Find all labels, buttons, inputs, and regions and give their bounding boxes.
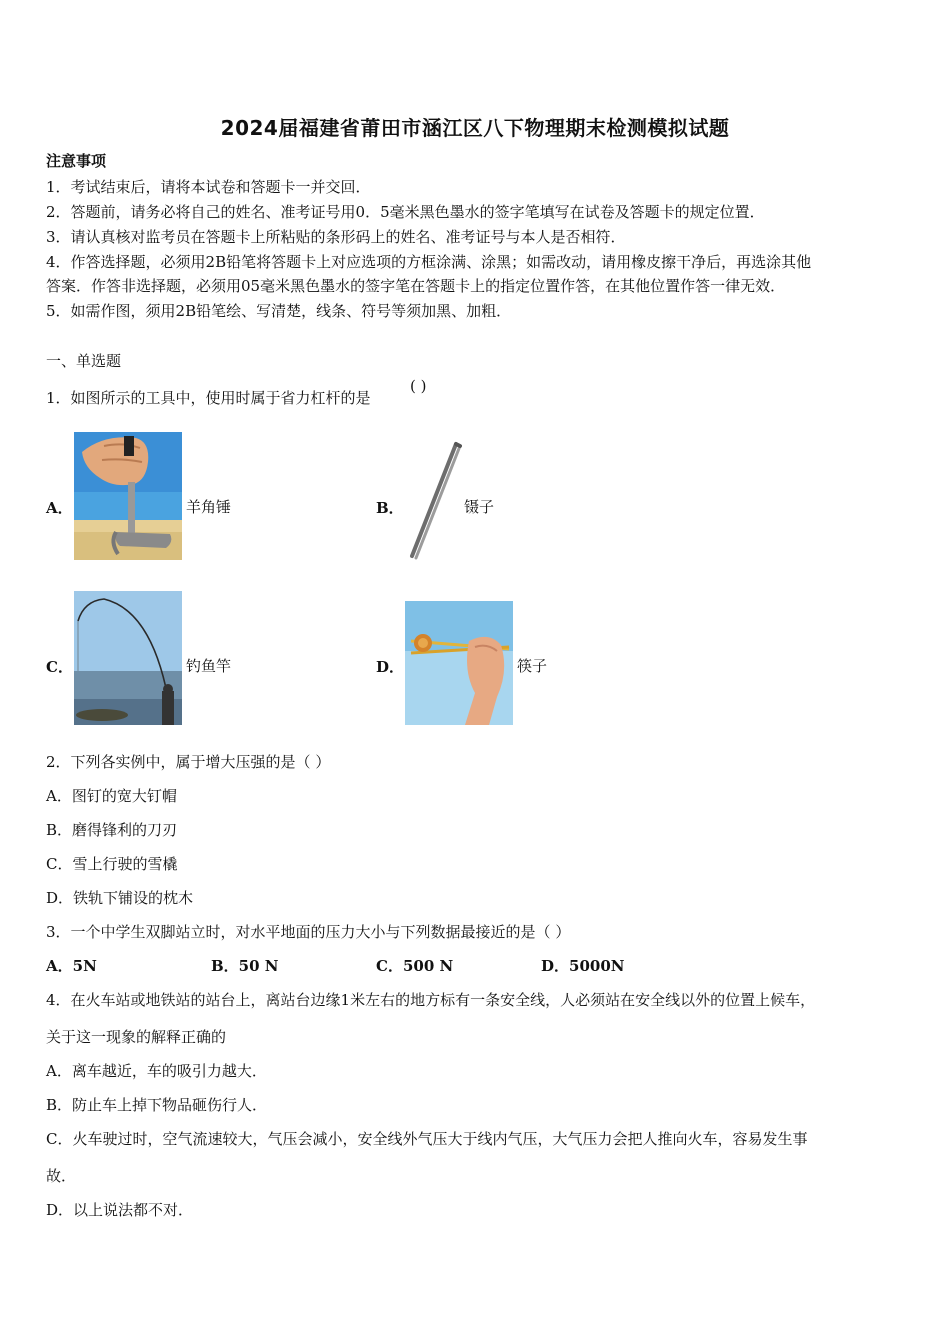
question-4-stem-continued: 关于这一现象的解释正确的	[46, 1028, 227, 1046]
question-4-option-continued: 故．	[46, 1167, 77, 1185]
question-4-stem: 4．在火车站或地铁站的站台上，离站台边缘1米左右的地方标有一条安全线，人必须站在安全线以外的位置上候车，	[46, 991, 816, 1009]
question-2-option: C．雪上行驶的雪橇	[46, 855, 178, 873]
option-c-letter: C．	[46, 658, 73, 676]
question-2-option: A．图钉的宽大钉帽	[46, 787, 177, 805]
tweezers-image	[404, 440, 462, 562]
chopsticks-image	[405, 601, 513, 725]
question-1-answer-paren: ( )	[410, 377, 427, 395]
note-item: 2．答题前，请务必将自己的姓名、准考证号用0．5毫米黑色墨水的签字笔填写在试卷及答题卡的规定位置．	[46, 203, 765, 221]
claw-hammer-image	[74, 432, 182, 560]
option-a-letter: A．	[46, 499, 73, 517]
question-3-option: A．5N	[46, 957, 97, 975]
note-item: 5．如需作图，须用2B铅笔绘、写清楚，线条、符号等须加黑、加粗．	[46, 302, 512, 320]
option-b-letter: B．	[376, 499, 404, 517]
note-item: 1．考试结束后，请将本试卷和答题卡一并交回．	[46, 178, 371, 196]
question-3-stem: 3．一个中学生双脚站立时，对水平地面的压力大小与下列数据最接近的是（ ）	[46, 923, 571, 941]
question-2-option: B．磨得锋利的刀刃	[46, 821, 178, 839]
question-4-option: B．防止车上掉下物品砸伤行人．	[46, 1096, 268, 1114]
question-2-option: D．铁轨下铺设的枕木	[46, 889, 194, 907]
question-4-option: A．离车越近，车的吸引力越大．	[46, 1062, 267, 1080]
question-2-stem: 2．下列各实例中，属于增大压强的是（ ）	[46, 753, 331, 771]
note-item: 4．作答选择题，必须用2B铅笔将答题卡上对应选项的方框涂满、涂黑；如需改动，请用橡皮擦干净后，再选涂其他	[46, 253, 812, 271]
question-3-option: D．5000N	[541, 957, 625, 975]
question-3-option: C．500 N	[376, 957, 454, 975]
option-a-label: 羊角锤	[186, 498, 232, 516]
question-1-stem: 1．如图所示的工具中，使用时属于省力杠杆的是	[46, 389, 371, 407]
option-d-label: 筷子	[517, 657, 548, 675]
section-heading: 一、单选题	[46, 352, 122, 370]
fishing-rod-image	[74, 591, 182, 725]
notes-heading: 注意事项	[46, 152, 107, 170]
option-c-label: 钓鱼竿	[186, 657, 232, 675]
question-3-option: B．50 N	[211, 957, 279, 975]
question-4-option: D．以上说法都不对．	[46, 1201, 194, 1219]
page-title: 2024届福建省莆田市涵江区八下物理期末检测模拟试题	[220, 116, 730, 140]
question-4-option: C．火车驶过时，空气流速较大，气压会减小，安全线外气压大于线内气压，大气压力会把人推向火车，容易发生事	[46, 1130, 808, 1148]
note-item: 3．请认真核对监考员在答题卡上所粘贴的条形码上的姓名、准考证号与本人是否相符．	[46, 228, 626, 246]
option-d-letter: D．	[376, 658, 405, 676]
note-item: 答案．作答非选择题，必须用05毫米黑色墨水的签字笔在答题卡上的指定位置作答，在其他位置作答一律无效．	[46, 277, 786, 295]
option-b-label: 镊子	[464, 498, 495, 516]
